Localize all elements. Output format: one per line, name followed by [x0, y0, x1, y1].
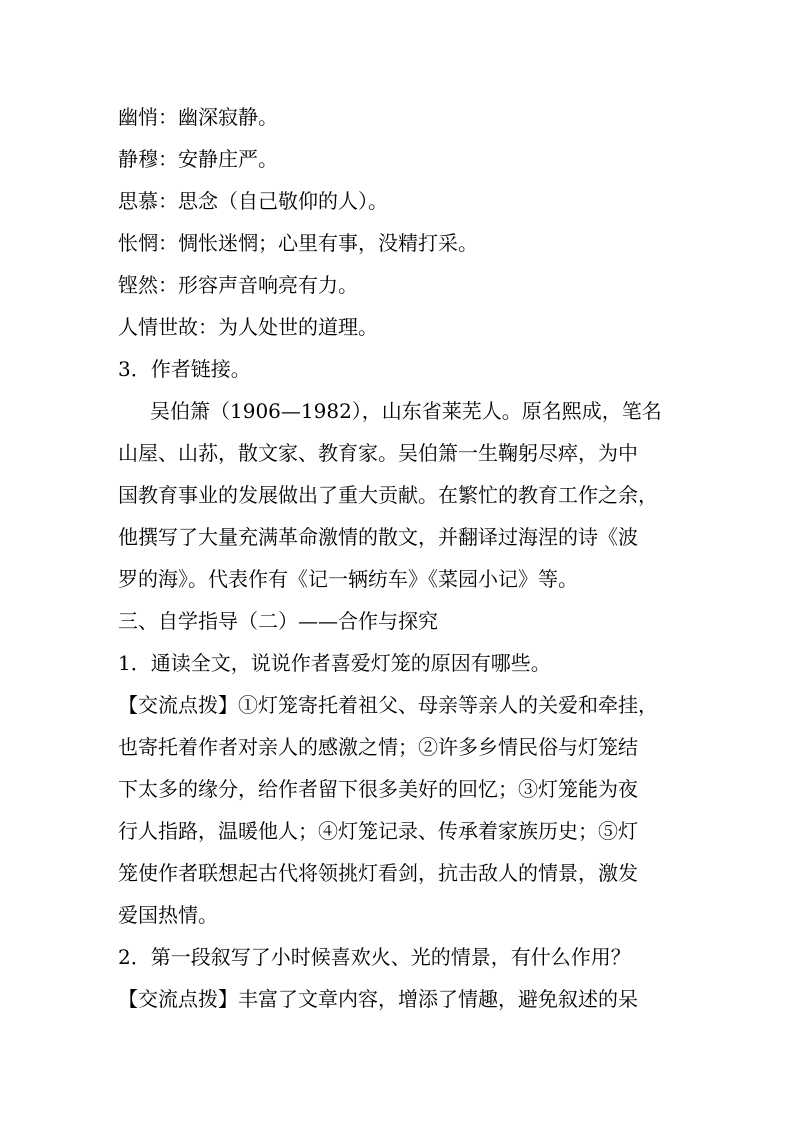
text-line: 静穆：安静庄严。 [118, 147, 278, 171]
answer-line: 下太多的缘分，给作者留下很多美好的回忆；③灯笼能为夜 [118, 777, 638, 801]
text-line: 怅惘：惆怅迷惘；心里有事，没精打采。 [118, 231, 478, 255]
section-heading: 三、自学指导（二）——合作与探究 [118, 609, 438, 633]
section-heading: 3．作者链接。 [118, 357, 251, 381]
paragraph-line: 吴伯箫（1906—1982），山东省莱芜人。原名熙成，笔名 [150, 399, 662, 423]
paragraph-line: 他撰写了大量充满革命激情的散文，并翻译过海涅的诗《波 [118, 525, 638, 549]
answer-line: 【交流点拨】丰富了文章内容，增添了情趣，避免叙述的呆 [118, 987, 638, 1011]
answer-line: 【交流点拨】①灯笼寄托着祖父、母亲等亲人的关爱和牵挂， [118, 693, 658, 717]
text-line: 铿然：形容声音响亮有力。 [118, 273, 358, 297]
question-line: 1．通读全文，说说作者喜爱灯笼的原因有哪些。 [118, 651, 551, 675]
question-line: 2．第一段叙写了小时候喜欢火、光的情景，有什么作用？ [118, 945, 631, 969]
paragraph-line: 国教育事业的发展做出了重大贡献。在繁忙的教育工作之余， [118, 483, 658, 507]
paragraph-line: 山屋、山荪，散文家、教育家。吴伯箫一生鞠躬尽瘁，为中 [118, 441, 638, 465]
answer-line: 行人指路，温暖他人；④灯笼记录、传承着家族历史；⑤灯 [118, 819, 638, 843]
text-line: 幽悄：幽深寂静。 [118, 105, 278, 129]
text-line: 思慕：思念（自己敬仰的人）。 [118, 189, 388, 213]
answer-line: 笼使作者联想起古代将领挑灯看剑，抗击敌人的情景，激发 [118, 861, 638, 885]
paragraph-line: 罗的海》。代表作有《记一辆纺车》《菜园小记》等。 [118, 567, 578, 591]
text-line: 人情世故：为人处世的道理。 [118, 315, 378, 339]
answer-line: 爱国热情。 [118, 903, 218, 927]
answer-line: 也寄托着作者对亲人的感激之情；②许多乡情民俗与灯笼结 [118, 735, 638, 759]
